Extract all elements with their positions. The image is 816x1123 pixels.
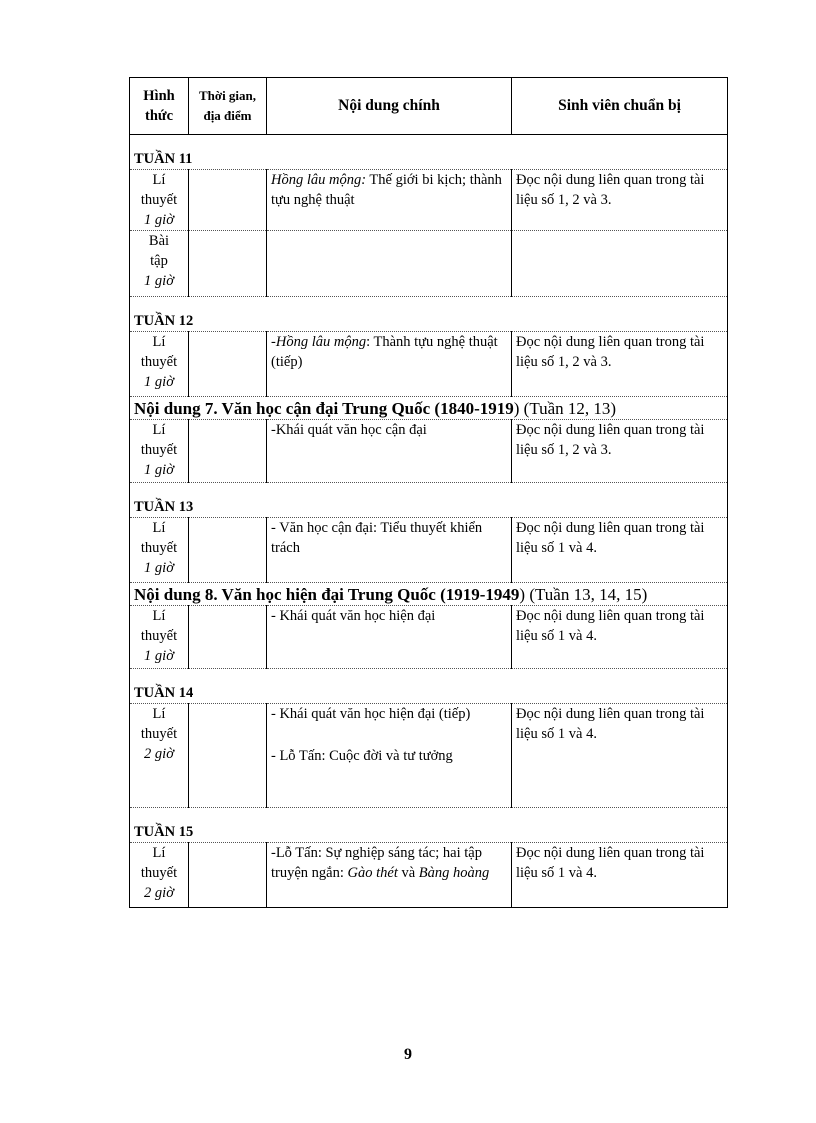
table-row — [130, 518, 728, 583]
week-label: TUẦN 14 — [130, 669, 728, 704]
table-row — [130, 843, 728, 908]
form-cell: Lí thuyết 1 giờ — [130, 332, 189, 397]
week-label: TUẦN 15 — [130, 808, 728, 843]
content-cell: - Khái quát văn học hiện đại (tiếp) - Lỗ Tấn: Cuộc đời và tư tưởng — [267, 704, 512, 808]
week-row — [130, 808, 728, 843]
content-cell: - Văn học cận đại: Tiểu thuyết khiển trách — [267, 518, 512, 583]
time-place-cell — [189, 518, 267, 583]
header-thoi-gian: Thời gian, địa điểm — [189, 78, 267, 135]
section-row — [130, 583, 728, 606]
section-row — [130, 397, 728, 420]
section-title: Nội dung 8. Văn học hiện đại Trung Quốc (1919-1949) (Tuần 13, 14, 15) — [130, 583, 728, 606]
table-row — [130, 231, 728, 297]
week-label: TUẦN 12 — [130, 297, 728, 332]
page-number: 9 — [404, 1046, 412, 1063]
week-label: TUẦN 13 — [130, 483, 728, 518]
header-sinh-vien: Sinh viên chuẩn bị — [512, 78, 728, 135]
table-row — [130, 420, 728, 483]
table-row — [130, 704, 728, 808]
table-row — [130, 332, 728, 397]
form-cell: Lí thuyết 1 giờ — [130, 420, 189, 483]
content-cell: -Lỗ Tấn: Sự nghiệp sáng tác; hai tập truyện ngắn: Gào thét và Bàng hoàng — [267, 843, 512, 908]
schedule-table — [129, 77, 728, 908]
week-row — [130, 297, 728, 332]
time-place-cell — [189, 170, 267, 231]
content-cell — [267, 231, 512, 297]
table-header-row — [130, 78, 728, 135]
prep-cell: Đọc nội dung liên quan trong tài liệu số 1 và 4. — [512, 606, 728, 669]
time-place-cell — [189, 231, 267, 297]
content-cell: -Hồng lâu mộng: Thành tựu nghệ thuật (tiếp) — [267, 332, 512, 397]
form-cell: Lí thuyết 2 giờ — [130, 843, 189, 908]
time-place-cell — [189, 606, 267, 669]
content-cell: Hồng lâu mộng: Thế giới bi kịch; thành tựu nghệ thuật — [267, 170, 512, 231]
prep-cell: Đọc nội dung liên quan trong tài liệu số 1 và 4. — [512, 518, 728, 583]
prep-cell: Đọc nội dung liên quan trong tài liệu số 1 và 4. — [512, 704, 728, 808]
header-hinh-thuc: Hình thức — [130, 78, 189, 135]
time-place-cell — [189, 843, 267, 908]
content-cell: - Khái quát văn học hiện đại — [267, 606, 512, 669]
table-row — [130, 606, 728, 669]
week-row — [130, 669, 728, 704]
form-cell: Lí thuyết 1 giờ — [130, 606, 189, 669]
prep-cell — [512, 231, 728, 297]
week-label: TUẦN 11 — [130, 135, 728, 170]
table-row — [130, 170, 728, 231]
prep-cell: Đọc nội dung liên quan trong tài liệu số 1, 2 và 3. — [512, 170, 728, 231]
form-cell: Lí thuyết 1 giờ — [130, 518, 189, 583]
time-place-cell — [189, 420, 267, 483]
week-row — [130, 135, 728, 170]
header-noi-dung: Nội dung chính — [267, 78, 512, 135]
prep-cell: Đọc nội dung liên quan trong tài liệu số 1, 2 và 3. — [512, 332, 728, 397]
week-row — [130, 483, 728, 518]
content-cell: -Khái quát văn học cận đại — [267, 420, 512, 483]
prep-cell: Đọc nội dung liên quan trong tài liệu số 1, 2 và 3. — [512, 420, 728, 483]
time-place-cell — [189, 704, 267, 808]
prep-cell: Đọc nội dung liên quan trong tài liệu số 1 và 4. — [512, 843, 728, 908]
section-title: Nội dung 7. Văn học cận đại Trung Quốc (1840-1919) (Tuần 12, 13) — [130, 397, 728, 420]
form-cell: Lí thuyết 1 giờ — [130, 170, 189, 231]
form-cell: Bài tập 1 giờ — [130, 231, 189, 297]
form-cell: Lí thuyết 2 giờ — [130, 704, 189, 808]
time-place-cell — [189, 332, 267, 397]
